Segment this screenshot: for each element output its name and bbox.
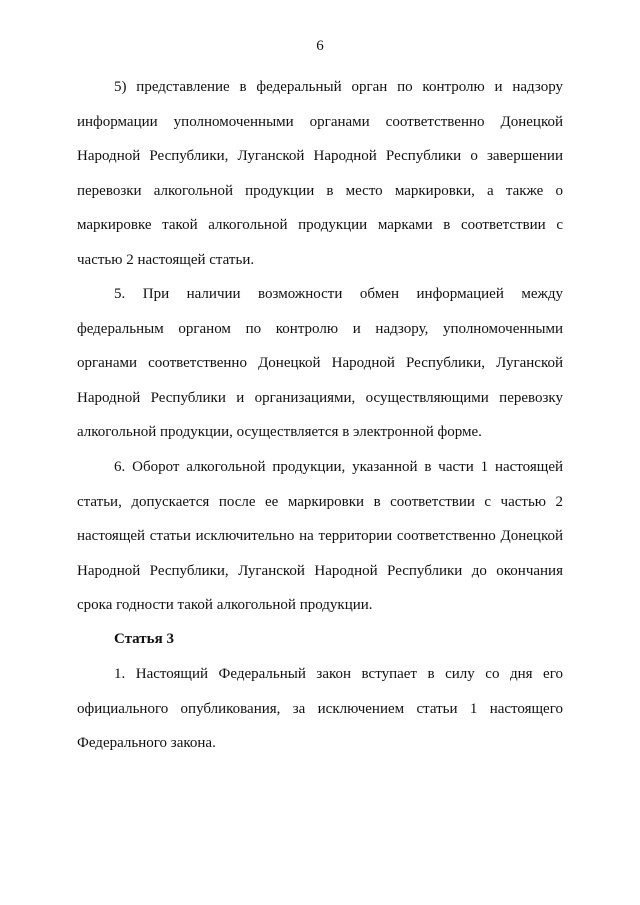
text-line: 6. Оборот алкогольной продукции, указанной в части 1 настоящей xyxy=(114,459,563,475)
paragraph-part-6 xyxy=(77,450,563,623)
text-line: Народной Республики, Луганской Народной Республики до окончания xyxy=(77,562,563,579)
text-line: информации уполномоченными органами соответственно Донецкой xyxy=(77,113,563,130)
paragraph-article-3-part-1 xyxy=(77,657,563,761)
text-line: Федерального закона. xyxy=(77,735,216,751)
article-heading: Статья 3 xyxy=(114,631,174,647)
text-line: 1. Настоящий Федеральный закон вступает в силу со дня его xyxy=(114,666,563,682)
text-line: 5) представление в федеральный орган по контролю и надзору xyxy=(114,79,563,95)
text-line: перевозки алкогольной продукции в место маркировки, а также о xyxy=(77,182,563,199)
text-line: частью 2 настоящей статьи. xyxy=(77,251,255,268)
article-3-heading xyxy=(77,622,563,657)
text-line: алкогольной продукции, осуществляется в электронной форме. xyxy=(77,424,482,440)
text-line: настоящей статьи исключительно на территории соответственно Донецкой xyxy=(77,528,563,544)
text-line: органами соответственно Донецкой Народной Республики, Луганской xyxy=(77,355,563,371)
text-line: 5. При наличии возможности обмен информацией между xyxy=(114,286,563,302)
paragraph-item-5-submission xyxy=(77,70,563,277)
text-line: Народной Республики и организациями, осуществляющими перевозку xyxy=(77,389,563,406)
text-line: официального опубликования, за исключением статьи 1 настоящего xyxy=(77,700,563,717)
text-line: федеральным органом по контролю и надзору, уполномоченными xyxy=(77,320,563,337)
text-line: срока годности такой алкогольной продукции. xyxy=(77,597,373,613)
page-number: 6 xyxy=(316,38,324,54)
paragraph-part-5 xyxy=(77,277,563,450)
text-line: статьи, допускается после ее маркировки в соответствии с частью 2 xyxy=(77,493,563,510)
text-line: маркировке такой алкогольной продукции марками в соответствии с xyxy=(77,217,563,233)
text-line: Народной Республики, Луганской Народной Республики о завершении xyxy=(77,148,563,164)
